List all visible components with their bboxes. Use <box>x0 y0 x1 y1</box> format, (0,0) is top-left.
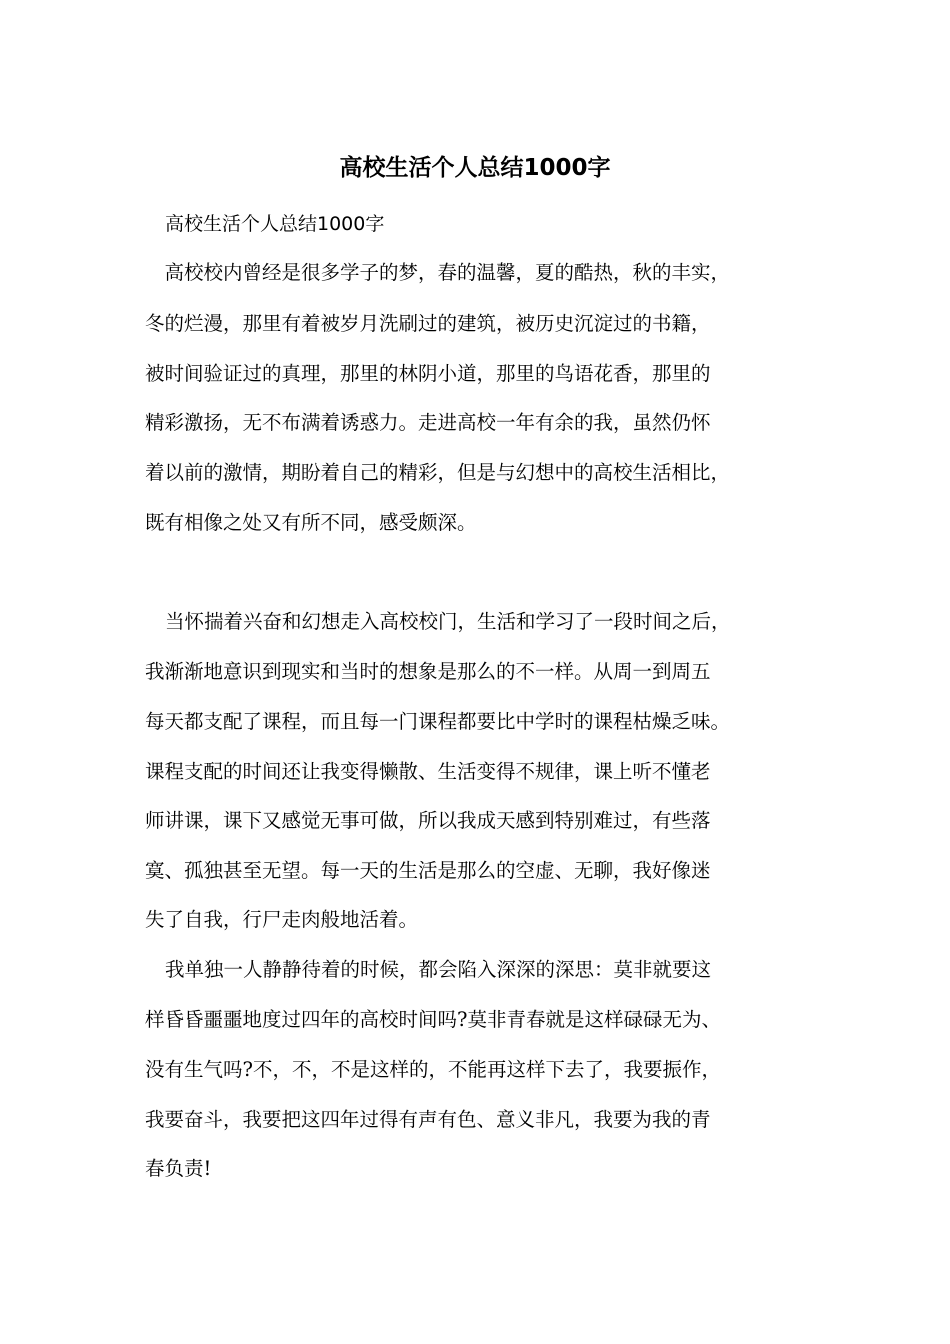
text-line: 师讲课，课下又感觉无事可做，所以我成天感到特别难过，有些落 <box>145 809 711 832</box>
text-line: 课程支配的时间还让我变得懒散、生活变得不规律，课上听不懂老 <box>145 760 711 783</box>
text-line: 冬的烂漫，那里有着被岁月洗刷过的建筑，被历史沉淀过的书籍， <box>145 312 711 335</box>
text-line: 样昏昏噩噩地度过四年的高校时间吗?莫非青春就是这样碌碌无为、 <box>145 1008 721 1031</box>
text-line: 失了自我，行尸走肉般地活着。 <box>145 908 419 931</box>
document-subtitle: 高校生活个人总结1000字 <box>165 213 385 235</box>
text-line: 精彩激扬，无不布满着诱惑力。走进高校一年有余的我，虽然仍怀 <box>145 411 711 434</box>
text-line: 我要奋斗，我要把这四年过得有声有色、意义非凡，我要为我的青 <box>145 1108 711 1131</box>
text-line: 寞、孤独甚至无望。每一天的生活是那么的空虚、无聊，我好像迷 <box>145 859 711 882</box>
text-line: 被时间验证过的真理，那里的林阴小道，那里的鸟语花香，那里的 <box>145 362 711 385</box>
document-title: 高校生活个人总结1000字 <box>339 155 611 181</box>
text-line: 着以前的激情，期盼着自己的精彩，但是与幻想中的高校生活相比， <box>145 461 731 484</box>
text-line: 我渐渐地意识到现实和当时的想象是那么的不一样。从周一到周五 <box>145 660 711 683</box>
text-line: 我单独一人静静待着的时候，都会陷入深深的深思：莫非就要这 <box>165 958 712 981</box>
text-line: 高校校内曾经是很多学子的梦，春的温馨，夏的酷热，秋的丰实， <box>145 261 731 284</box>
text-line: 当怀揣着兴奋和幻想走入高校校门，生活和学习了一段时间之后， <box>165 610 731 633</box>
text-line: 没有生气吗?不，不，不是这样的，不能再这样下去了，我要振作， <box>145 1058 721 1081</box>
text-line: 既有相像之处又有所不同，感受颇深。 <box>145 511 477 534</box>
text-line: 每天都支配了课程，而且每一门课程都要比中学时的课程枯燥乏味。 <box>145 710 731 733</box>
text-line: 春负责! <box>145 1157 212 1180</box>
